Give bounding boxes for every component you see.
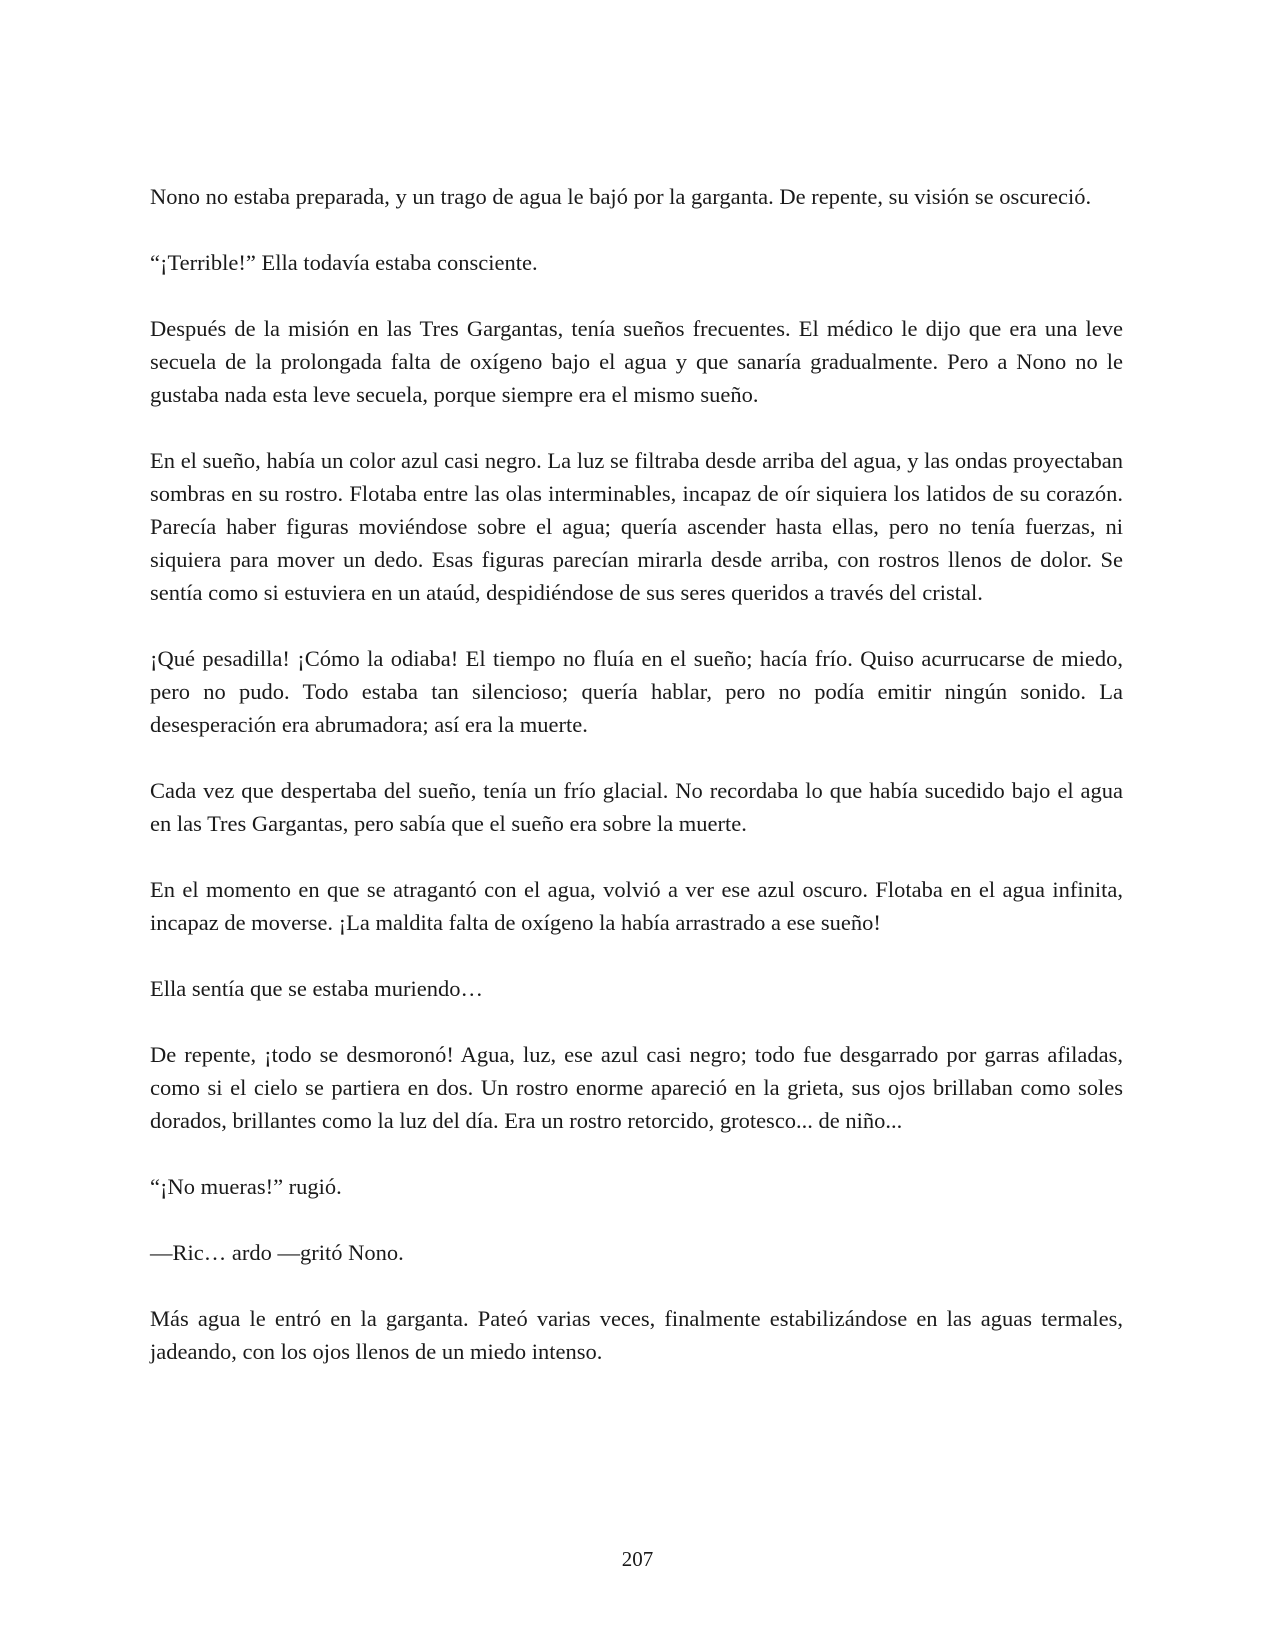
paragraph: Después de la misión en las Tres Gargantas, tenía sueños frecuentes. El médico le dijo que era una leve secuela de la prolongada falta de oxígeno bajo el agua y que sanaría gradualmente. Pero a Nono no le gustaba nada esta leve secuela, porque siempre era el mismo sueño. [150, 316, 1123, 407]
paragraph: Cada vez que despertaba del sueño, tenía un frío glacial. No recordaba lo que había sucedido bajo el agua en las Tres Gargantas, pero sabía que el sueño era sobre la muerte. [150, 778, 1123, 836]
paragraph: Más agua le entró en la garganta. Pateó varias veces, finalmente estabilizándose en las aguas termales, jadeando, con los ojos llenos de un miedo intenso. [150, 1306, 1123, 1364]
paragraph: En el sueño, había un color azul casi negro. La luz se filtraba desde arriba del agua, y las ondas proyectaban sombras en su rostro. Flotaba entre las olas interminables, incapaz de oír siquiera los latidos de su corazón. Parecía haber figuras moviéndose sobre el agua; quería ascender hasta ellas, pero no tenía fuerzas, ni siquiera para mover un dedo. Esas figuras parecían mirarla desde arriba, con rostros llenos de dolor. Se sentía como si estuviera en un ataúd, despidiéndose de sus seres queridos a través del cristal. [150, 448, 1123, 605]
paragraph: De repente, ¡todo se desmoronó! Agua, luz, ese azul casi negro; todo fue desgarrado por garras afiladas, como si el cielo se partiera en dos. Un rostro enorme apareció en la grieta, sus ojos brillaban como soles dorados, brillantes como la luz del día. Era un rostro retorcido, grotesco... de niño... [150, 1042, 1123, 1133]
paragraph: “¡Terrible!” Ella todavía estaba consciente. [150, 250, 538, 275]
paragraph: ¡Qué pesadilla! ¡Cómo la odiaba! El tiempo no fluía en el sueño; hacía frío. Quiso acurrucarse de miedo, pero no pudo. Todo estaba tan silencioso; quería hablar, pero no podía emitir ningún sonido. La desesperación era abrumadora; así era la muerte. [150, 646, 1123, 737]
paragraph: Ella sentía que se estaba muriendo… [150, 976, 484, 1001]
page-body [150, 180, 1123, 1401]
paragraph: —Ric… ardo —gritó Nono. [150, 1240, 404, 1265]
paragraph: En el momento en que se atragantó con el agua, volvió a ver ese azul oscuro. Flotaba en el agua infinita, incapaz de moverse. ¡La maldita falta de oxígeno la había arrastrado a ese sueño! [150, 877, 1123, 935]
paragraph: Nono no estaba preparada, y un trago de agua le bajó por la garganta. De repente, su visión se oscureció. [150, 184, 1092, 209]
paragraph: “¡No mueras!” rugió. [150, 1174, 342, 1199]
page-number: 207 [621, 1547, 654, 1571]
